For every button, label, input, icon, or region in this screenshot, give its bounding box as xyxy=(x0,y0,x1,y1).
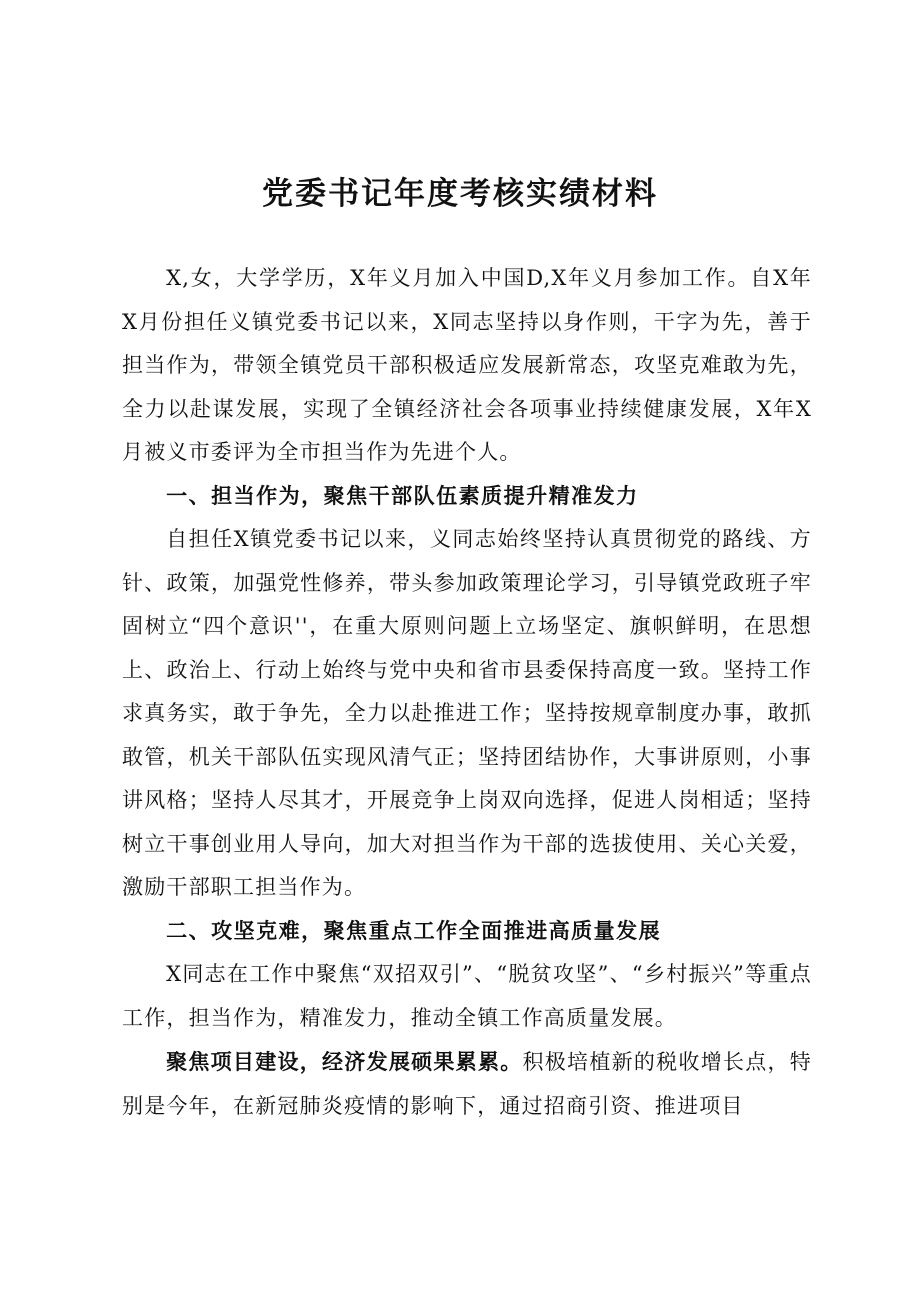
section-2-paragraph-2 xyxy=(122,1040,812,1128)
paragraph-text: 积极培植新的税收增长点，特别是今年，在新冠肺炎疫情的影响下，通过招商引资、推进项目 xyxy=(122,1050,812,1118)
intro-paragraph: X,女，大学学历，X年义月加入中国D,X年义月参加工作。自X年X月份担任义镇党委书记以来，X同志坚持以身作则，干字为先，善于担当作为，带领全镇党员干部积极适应发展新常态，攻坚克难敢为先，全力以赴谋发展，实现了全镇经济社会各项事业持续健康发展，X年X月被义市委评为全市担当作为先进个人。 xyxy=(122,266,812,464)
section-1-paragraph: 自担任X镇党委书记以来，义同志始终坚持认真贯彻党的路线、方针、政策，加强党性修养，带头参加政策理论学习，引导镇党政班子牢固树立“四个意识''，在重大原则问题上立场坚定、旗帜鲜明，在思想上、政治上、行动上始终与党中央和省市县委保持高度一致。坚持工作求真务实，敢于争先，全力以赴推进工作；坚持按规章制度办事，敢抓敢管，机关干部队伍实现风清气正；坚持团结协作，大事讲原则，小事讲风格；坚持人尽其才，开展竞争上岗双向选择，促进人岗相适；坚持树立干事创业用人导向，加大对担当作为干部的选拔使用、关心关爱，激励干部职工担当作为。 xyxy=(122,527,812,899)
document-body xyxy=(122,257,812,1128)
section-2-paragraph: X同志在工作中聚焦“双招双引”、“脱贫攻坚”、“乡村振兴”等重点工作，担当作为，精准发力，推动全镇工作高质量发展。 xyxy=(122,962,812,1030)
document-title: 党委书记年度考核实绩材料 xyxy=(262,176,658,212)
section-heading-1: 一、担当作为，聚焦干部队伍素质提升精准发力 xyxy=(166,483,639,508)
section-heading-2: 二、攻坚克难，聚焦重点工作全面推进高质量发展 xyxy=(166,918,662,943)
paragraph-lead-phrase: 聚焦项目建设，经济发展硕果累累。 xyxy=(166,1049,523,1074)
